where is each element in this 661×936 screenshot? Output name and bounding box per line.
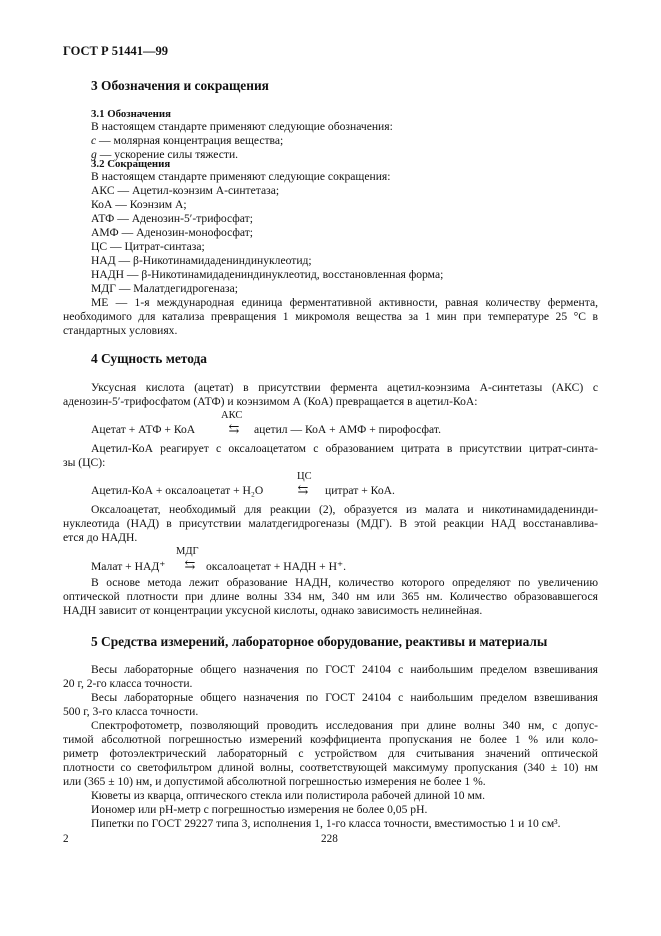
- s4-paragraph-line: В основе метода лежит образование НАДН, количество которого определяют по увеличению: [91, 576, 598, 589]
- s5-paragraph-line: 20 г, 2-го класса точности.: [63, 677, 193, 690]
- equation-1-catalyst: АКС: [221, 410, 243, 421]
- s5-paragraph-line: риметр фотоэлектрический лабораторный с устройством для считывания значений оптической: [63, 747, 598, 760]
- equilibrium-arrows-icon: ⇆: [297, 482, 309, 497]
- me-definition-line: МЕ — 1-я международная единица ферментативной активности, равная количеству фермента,: [91, 296, 598, 309]
- s5-paragraph-line: Весы лабораторные общего назначения по ГОСТ 24104 с наибольшим пределом взвешивания: [91, 691, 598, 704]
- s5-paragraph-line: Пипетки по ГОСТ 29227 типа 3, исполнения 1, 1-го класса точности, вместимостью 1 и 10 см³.: [91, 817, 561, 830]
- s4-paragraph-line: нуклеотида (НАД) в присутствии малатдегидрогеназы (МДГ). В этой реакции НАД восстанавлива-: [63, 517, 598, 530]
- s4-paragraph-line: ется до НАДН.: [63, 531, 138, 544]
- s31-intro: В настоящем стандарте применяют следующие обозначения:: [91, 120, 393, 133]
- section-3-heading: 3 Обозначения и сокращения: [91, 78, 269, 93]
- equation-1-left: Ацетат + АТФ + КоА: [91, 423, 196, 436]
- s4-paragraph-line: аденозин-5′-трифосфатом (АТФ) и коэнзимом А (КоА) превращается в ацетил-КоА:: [63, 395, 478, 408]
- s5-paragraph-line: Иономер или pH-метр с погрешностью измерения не более 0,05 pH.: [91, 803, 428, 816]
- symbol-c-text: — молярная концентрация вещества;: [96, 134, 284, 147]
- abbr-item: МДГ — Малатдегидрогеназа;: [91, 282, 238, 295]
- symbol-g-text: — ускорение силы тяжести.: [96, 148, 239, 161]
- s5-paragraph-line: Кюветы из кварца, оптического стекла или полистирола рабочей длиной 10 мм.: [91, 789, 486, 802]
- equation-1-right: ацетил — КоА + АМФ + пирофосфат.: [254, 423, 441, 436]
- page-number-center: 228: [321, 833, 338, 845]
- equation-2-right: цитрат + КоА.: [325, 484, 395, 497]
- abbr-item: НАДН — β-Никотинамидадениндинуклеотид, восстановленная форма;: [91, 268, 444, 281]
- section-5-heading: 5 Средства измерений, лабораторное оборудование, реактивы и материалы: [91, 634, 548, 649]
- document-header: ГОСТ Р 51441—99: [63, 44, 169, 58]
- abbr-item: КоА — Коэнзим А;: [91, 198, 187, 211]
- s4-paragraph-line: оптической плотности при длине волны 334 нм, 340 нм или 365 нм. Количество образовавшегося: [63, 590, 598, 603]
- symbol-c: c: [91, 134, 97, 147]
- symbol-g: g: [91, 148, 97, 161]
- equation-3-right: оксалоацетат + НАДН + Н⁺.: [206, 560, 346, 573]
- page-number-left: 2: [63, 833, 69, 845]
- equation-3-catalyst: МДГ: [176, 546, 199, 557]
- me-definition-line: стандартных условиях.: [63, 324, 178, 337]
- s5-paragraph-line: Спектрофотометр, позволяющий проводить исследования при длине волны 340 нм, с допус-: [91, 719, 598, 732]
- equation-2-left: Ацетил-КоА + оксалоацетат + H₂O: [91, 484, 264, 497]
- s5-paragraph-line: 500 г, 3-го класса точности.: [63, 705, 199, 718]
- equation-3-left: Малат + НАД⁺: [91, 560, 166, 573]
- s5-paragraph-line: плотности со светофильтром длиной волны, соответствующей максимуму пропускания (340 ± 10) нм: [63, 761, 598, 774]
- section-4-heading: 4 Сущность метода: [91, 351, 207, 366]
- s5-paragraph-line: или (365 ± 10) нм, и допустимой абсолютной погрешностью измерения не более 1 %.: [63, 775, 486, 788]
- subsection-3-2-heading: 3.2 Сокращения: [91, 158, 171, 170]
- abbr-item: АТФ — Аденозин-5′-трифосфат;: [91, 212, 253, 225]
- s31-c-line: [91, 134, 283, 147]
- abbr-item: ЦС — Цитрат-синтаза;: [91, 240, 205, 253]
- abbr-item: АМФ — Аденозин-монофосфат;: [91, 226, 254, 239]
- equation-2-catalyst: ЦС: [297, 471, 312, 482]
- me-definition-line: необходимого для катализа превращения 1 микромоля вещества за 1 мин при температуре 25 °С в: [63, 310, 598, 323]
- equilibrium-arrows-icon: ⇆: [228, 421, 240, 436]
- s4-paragraph-line: зы (ЦС):: [63, 456, 106, 469]
- s4-paragraph-line: Оксалоацетат, необходимый для реакции (2), образуется из малата и никотинамидаденинди-: [91, 503, 598, 516]
- s4-paragraph-line: Уксусная кислота (ацетат) в присутствии фермента ацетил-коэнзима А-синтетазы (АКС) с: [91, 381, 598, 394]
- abbr-item: НАД — β-Никотинамидадениндинуклеотид;: [91, 254, 312, 267]
- subsection-3-1-heading: 3.1 Обозначения: [91, 108, 171, 120]
- s4-paragraph-line: Ацетил-КоА реагирует с оксалоацетатом с образованием цитрата в присутствии цитрат-синта-: [91, 442, 598, 455]
- equilibrium-arrows-icon: ⇆: [184, 557, 196, 572]
- s5-paragraph-line: Весы лабораторные общего назначения по ГОСТ 24104 с наибольшим пределом взвешивания: [91, 663, 598, 676]
- s4-paragraph-line: НАДН зависит от концентрации уксусной кислоты, однако зависимость нелинейная.: [63, 604, 483, 617]
- s32-intro: В настоящем стандарте применяют следующие сокращения:: [91, 170, 391, 183]
- s5-paragraph-line: тимой абсолютной погрешностью измерений коэффициента пропускания не более 1 % или коло-: [63, 733, 598, 746]
- abbr-item: АКС — Ацетил-коэнзим А-синтетаза;: [91, 184, 280, 197]
